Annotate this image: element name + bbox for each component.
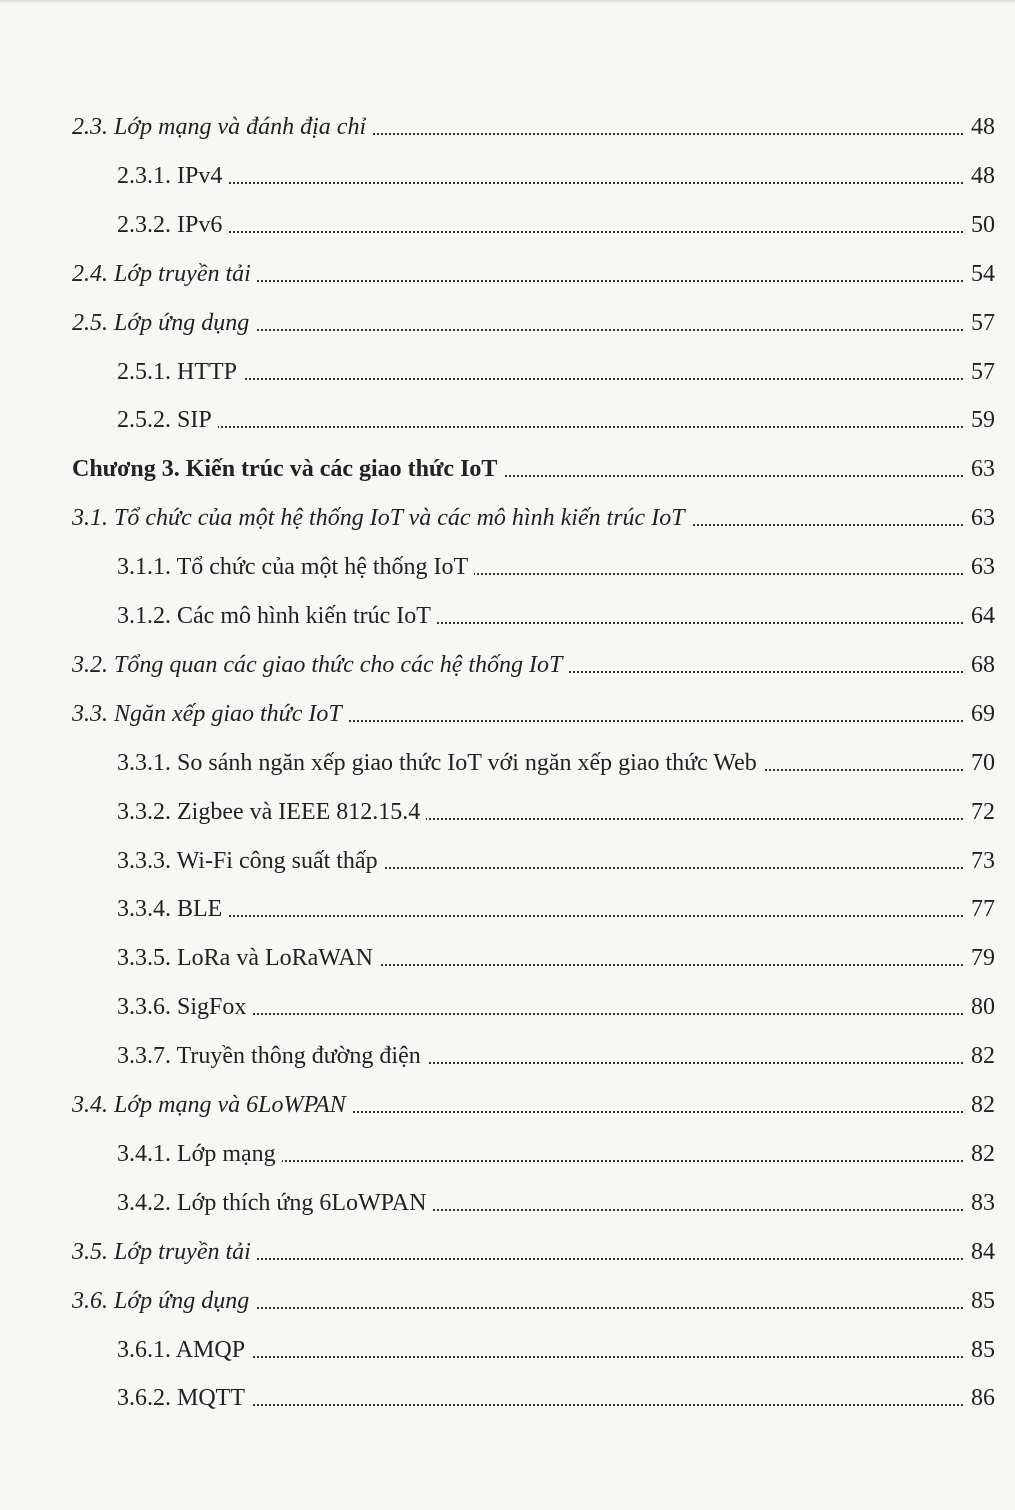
toc-entry xyxy=(0,594,1015,634)
toc-entry xyxy=(0,301,1015,341)
toc-entry-text: Zigbee và IEEE 812.15.4 xyxy=(177,798,421,825)
toc-entry-title xyxy=(72,1289,255,1313)
toc-entry-text: Lớp ứng dụng xyxy=(114,309,250,336)
toc-entry-text: Kiến trúc và các giao thức IoT xyxy=(185,456,498,483)
toc-entry-text: Lớp mạng và 6LoWPAN xyxy=(114,1092,346,1118)
toc-entry-text: So sánh ngăn xếp giao thức IoT với ngăn xếp giao thức Web xyxy=(177,749,757,776)
toc-entry-title xyxy=(72,702,348,726)
toc-page-number: 48 xyxy=(965,115,995,139)
toc-entry-title xyxy=(117,1191,432,1215)
toc-entry-title xyxy=(117,360,243,384)
toc-entry xyxy=(0,887,1015,927)
toc-entry-text: Ngăn xếp giao thức IoT xyxy=(114,700,342,727)
toc-entry-number: 2.5. xyxy=(72,309,108,336)
toc-entry xyxy=(0,839,1015,879)
toc-page-number: 72 xyxy=(965,800,995,824)
toc-page-number: 48 xyxy=(965,164,995,188)
toc-entry xyxy=(0,1181,1015,1221)
toc-page-number: 68 xyxy=(965,653,995,677)
toc-entry-text: Tổ chức của một hệ thống IoT xyxy=(176,554,469,581)
toc-entry-text: Tổ chức của một hệ thống IoT và các mô hình kiến trúc IoT xyxy=(114,505,685,532)
toc-entry-title xyxy=(72,457,503,481)
toc-entry xyxy=(0,447,1015,487)
toc-entry-number: 3.2. xyxy=(72,651,108,678)
toc-page-number: 86 xyxy=(965,1386,995,1410)
toc-entry xyxy=(0,105,1015,145)
toc-entry-number: 3.1. xyxy=(72,505,108,532)
toc-page-number: 57 xyxy=(965,311,995,335)
toc-entry-number: 3.3.2. xyxy=(117,798,171,825)
toc-entry-number: 3.3.7. xyxy=(117,1043,171,1070)
toc-page-number: 63 xyxy=(965,457,995,481)
toc-entry-number: 3.5. xyxy=(72,1238,108,1265)
toc-entry-title xyxy=(117,1386,251,1410)
toc-entry-number: 3.6.2. xyxy=(117,1385,171,1412)
toc-entry-text: SIP xyxy=(177,407,212,434)
toc-entry-number: 3.1.2. xyxy=(117,603,171,629)
toc-entry-text: Lớp truyền tải xyxy=(114,1238,251,1265)
toc-entry-number: 3.4.2. xyxy=(117,1189,171,1216)
toc-entry-text: AMQP xyxy=(175,1336,246,1363)
toc-page-number: 77 xyxy=(965,897,995,921)
toc-entry-number: 3.3.6. xyxy=(117,994,171,1021)
toc-entry-text: HTTP xyxy=(177,358,237,385)
toc-entry-number: 3.3.1. xyxy=(117,749,171,776)
toc-page-number: 80 xyxy=(965,995,995,1019)
toc-entry-number: 3.4.1. xyxy=(117,1140,171,1167)
toc-entry-title xyxy=(117,995,252,1019)
toc-entry xyxy=(0,1328,1015,1368)
toc-entry-title xyxy=(72,311,255,335)
toc-entry xyxy=(0,1132,1015,1172)
toc-entry xyxy=(0,741,1015,781)
toc-entry xyxy=(0,252,1015,292)
toc-entry xyxy=(0,692,1015,732)
toc-page-number: 85 xyxy=(965,1289,995,1313)
toc-entry-title xyxy=(117,408,218,432)
toc-entry-title xyxy=(117,213,228,237)
toc-entry-text: Tổng quan các giao thức cho các hệ thống IoT xyxy=(114,651,563,678)
toc-entry-text: Lớp truyền tải xyxy=(114,260,251,287)
toc-page-number: 59 xyxy=(965,408,995,432)
toc-page-number: 63 xyxy=(965,555,995,579)
toc-entry-text: Lớp thích ứng 6LoWPAN xyxy=(177,1189,427,1216)
toc-page-number: 82 xyxy=(965,1044,995,1068)
toc-entry-text: IPv6 xyxy=(177,211,223,238)
toc-entry-text: SigFox xyxy=(177,994,247,1021)
toc-entry-number: 3.6.1. xyxy=(117,1336,171,1363)
toc-entry-title xyxy=(72,653,568,677)
toc-entry-text: BLE xyxy=(177,896,223,923)
toc-entry-title xyxy=(72,115,372,139)
toc-entry-text: Lớp ứng dụng xyxy=(114,1287,250,1314)
toc-entry-title xyxy=(72,1240,257,1264)
toc-entry-text: MQTT xyxy=(177,1385,245,1412)
toc-dot-leader xyxy=(117,426,963,428)
toc-entry xyxy=(0,1230,1015,1270)
toc-entry xyxy=(0,545,1015,585)
toc-entry-title xyxy=(117,946,379,970)
toc-entry-title xyxy=(72,506,691,530)
toc-entry-number: 3.3.3. xyxy=(117,847,171,874)
toc-entry-title xyxy=(72,1093,352,1117)
toc-entry-text: Truyền thông đường điện xyxy=(176,1043,421,1070)
toc-entry xyxy=(0,350,1015,390)
toc-entry xyxy=(0,985,1015,1025)
toc-entry-title xyxy=(117,555,474,579)
toc-entry xyxy=(0,936,1015,976)
toc-entry-title xyxy=(117,751,763,775)
toc-entry-number: 3.4. xyxy=(72,1092,108,1118)
toc-entry xyxy=(0,1279,1015,1319)
toc-entry-number: 2.5.2. xyxy=(117,407,171,434)
toc-dot-leader xyxy=(117,378,963,380)
toc-entry-text: Lớp mạng xyxy=(177,1140,276,1167)
toc-entry-number: 3.1.1. xyxy=(117,554,171,581)
toc-page-number: 70 xyxy=(965,751,995,775)
toc-page-number: 82 xyxy=(965,1142,995,1166)
toc-entry-number: 2.3.1. xyxy=(117,162,171,189)
toc-entry xyxy=(0,203,1015,243)
toc-entry-title xyxy=(117,897,228,921)
toc-entry-number: 2.3.2. xyxy=(117,211,171,238)
toc-entry xyxy=(0,496,1015,536)
toc-page-number: 85 xyxy=(965,1338,995,1362)
toc-page-number: 57 xyxy=(965,360,995,384)
toc-entry-text: Wi-Fi công suất thấp xyxy=(176,847,378,874)
toc-entry-title xyxy=(117,1338,251,1362)
toc-entry-title xyxy=(72,262,257,286)
toc-entry xyxy=(0,1376,1015,1416)
toc-entry-number: 3.3. xyxy=(72,700,108,727)
toc-page-number: 64 xyxy=(965,604,995,628)
toc-entry xyxy=(0,643,1015,683)
toc-entry-title xyxy=(117,164,228,188)
toc-entry-title xyxy=(117,604,437,628)
toc-page-number: 83 xyxy=(965,1191,995,1215)
toc-page-number: 79 xyxy=(965,946,995,970)
toc-page-number: 63 xyxy=(965,506,995,530)
toc-entry-number: Chương 3. xyxy=(72,456,180,483)
toc-entry-number: 2.3. xyxy=(72,114,108,140)
toc-page-number: 73 xyxy=(965,849,995,873)
toc-entry-number: 3.3.5. xyxy=(117,945,171,972)
toc-dot-leader xyxy=(117,231,963,233)
toc-entry-title xyxy=(117,849,384,873)
toc-entry-number: 3.6. xyxy=(72,1287,108,1314)
toc-entry-text: IPv4 xyxy=(177,162,223,189)
toc-entry xyxy=(0,790,1015,830)
toc-dot-leader xyxy=(117,915,963,917)
toc-entry xyxy=(0,1083,1015,1123)
toc-entry xyxy=(0,1034,1015,1074)
toc-entry-number: 2.5.1. xyxy=(117,358,171,385)
toc-entry-text: LoRa và LoRaWAN xyxy=(177,945,373,972)
toc-entry-title xyxy=(117,1142,282,1166)
toc-page-number: 54 xyxy=(965,262,995,286)
toc-page-number: 84 xyxy=(965,1240,995,1264)
toc-entry-number: 3.3.4. xyxy=(117,896,171,923)
toc-entry-title xyxy=(117,800,426,824)
toc-page-number: 69 xyxy=(965,702,995,726)
toc-entry xyxy=(0,154,1015,194)
toc-entry xyxy=(0,398,1015,438)
toc-page-number: 82 xyxy=(965,1093,995,1117)
toc-entry-number: 2.4. xyxy=(72,260,108,287)
toc-page-number: 50 xyxy=(965,213,995,237)
toc-dot-leader xyxy=(117,182,963,184)
toc-entry-text: Lớp mạng và đánh địa chỉ xyxy=(114,114,367,140)
toc-entry-title xyxy=(117,1044,427,1068)
toc-entry-text: Các mô hình kiến trúc IoT xyxy=(177,603,431,629)
